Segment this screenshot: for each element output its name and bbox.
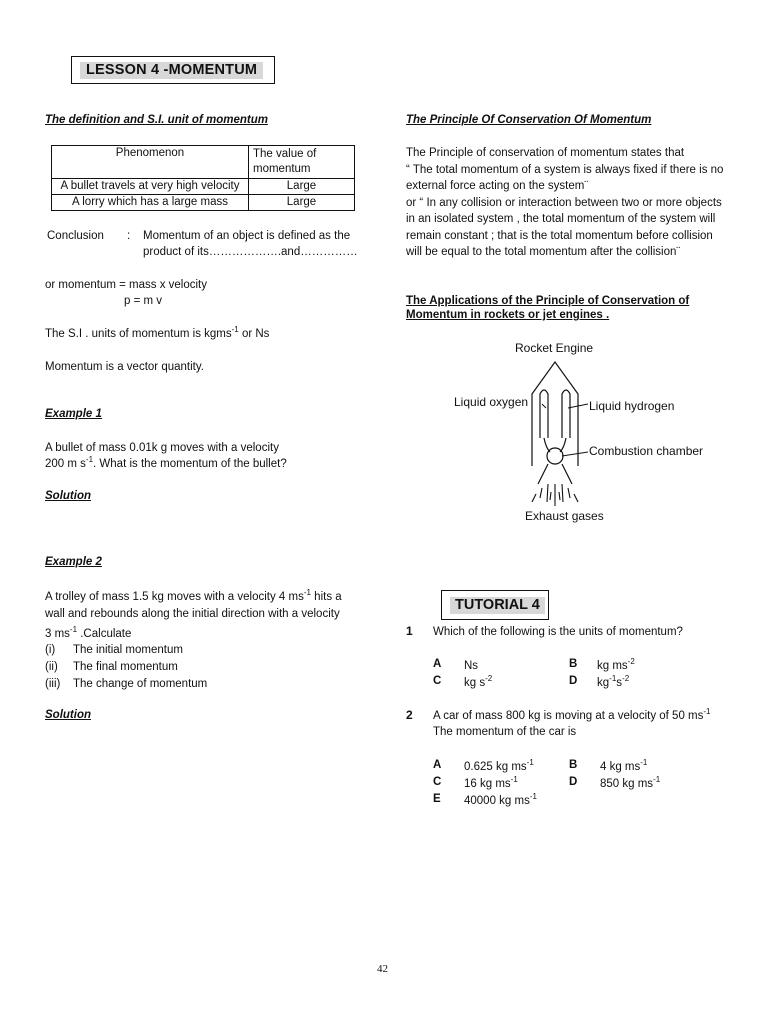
- option-letter: A: [433, 658, 442, 670]
- example2-line: wall and rebounds along the initial direction with a velocity: [45, 608, 340, 620]
- option-text: [464, 793, 537, 809]
- conclusion-label: Conclusion: [47, 230, 104, 242]
- option-letter: C: [433, 675, 442, 687]
- combustion-chamber-label: Combustion chamber: [589, 444, 704, 458]
- rocket-body-outline: [532, 362, 578, 466]
- example2-part-text: The initial momentum: [73, 644, 183, 656]
- example2-heading: Example 2: [45, 556, 102, 568]
- option-letter: B: [569, 658, 578, 670]
- vector-statement: Momentum is a vector quantity.: [45, 361, 204, 373]
- oxygen-pointer: [542, 404, 546, 408]
- question-text: Which of the following is the units of momentum?: [433, 626, 683, 638]
- option-sup: -2: [485, 674, 493, 684]
- example2-part-num: (iii): [45, 678, 61, 690]
- option-sup: -1: [510, 775, 518, 785]
- conservation-line: in an isolated system , the total momentum of the system will: [406, 213, 716, 225]
- oxygen-tank: [540, 390, 548, 438]
- option-sup: -1: [653, 775, 661, 785]
- table-cell: A bullet travels at very high velocity: [52, 179, 249, 195]
- option-text: [600, 776, 660, 792]
- table-cell: Large: [249, 195, 355, 211]
- example2-text: 3 ms: [45, 628, 70, 640]
- question-text: The momentum of the car is: [433, 726, 577, 738]
- question-text: [433, 708, 711, 724]
- option-sup: -1: [529, 792, 537, 802]
- option-value: kg ms: [597, 660, 628, 672]
- example2-text: .Calculate: [77, 628, 132, 640]
- page-number: 42: [377, 963, 388, 975]
- conservation-line: “ The total momentum of a system is always fixed if there is no: [406, 163, 724, 176]
- definition-heading: The definition and S.I. unit of momentum: [45, 114, 268, 126]
- tutorial-title: TUTORIAL 4: [450, 597, 545, 614]
- example1-sup: -1: [85, 455, 94, 465]
- liquid-hydrogen-label: Liquid hydrogen: [589, 399, 675, 413]
- conclusion-line: Momentum of an object is defined as the: [143, 230, 351, 242]
- exhaust-nozzle: [538, 464, 572, 484]
- formula-line: p = m v: [124, 295, 163, 307]
- chamber-pointer: [562, 452, 588, 456]
- option-text: [464, 759, 534, 775]
- example2-part-text: The change of momentum: [73, 678, 208, 690]
- table-row: [52, 179, 355, 195]
- option-value: 40000 kg ms: [464, 795, 530, 807]
- conservation-text: [406, 145, 746, 261]
- formula-line: or momentum = mass x velocity: [45, 279, 208, 291]
- applications-text: Momentum: [406, 309, 468, 321]
- option-letter: A: [433, 759, 442, 771]
- option-letter: D: [569, 776, 578, 788]
- option-sup: -2: [622, 674, 630, 684]
- conservation-line: The Principle of conservation of momentum states that: [406, 147, 685, 159]
- option-sup: -1: [526, 758, 534, 768]
- option-value: 16 kg ms: [464, 778, 511, 790]
- table-cell: Large: [249, 179, 355, 195]
- option-value: 0.625 kg ms: [464, 761, 527, 773]
- option-text: [464, 675, 492, 691]
- conclusion-colon: :: [127, 230, 131, 242]
- conclusion-line: product of its……………….and……………: [143, 246, 358, 258]
- example1-line: A bullet of mass 0.01k g moves with a velocity: [45, 442, 279, 454]
- si-units-tail: or Ns: [238, 328, 270, 340]
- example2-line: [45, 626, 131, 642]
- table-row: [52, 195, 355, 211]
- example2-part-text: The final momentum: [73, 661, 178, 673]
- conservation-line: remain constant ; that is the total momentum before collision: [406, 229, 713, 242]
- si-units-text: The S.I . units of momentum is kgms: [45, 328, 232, 340]
- option-text: [597, 675, 629, 691]
- option-letter: E: [433, 793, 441, 805]
- example2-sup: -1: [303, 588, 311, 598]
- question-sup: -1: [703, 707, 711, 717]
- option-value: s: [616, 677, 623, 689]
- table-header-cell: Phenomenon: [52, 146, 249, 179]
- example1-text: 200 m s: [45, 458, 86, 470]
- rocket-diagram-title: Rocket Engine: [515, 341, 594, 355]
- lesson-title-box: [71, 56, 275, 84]
- example2-text: hits a: [310, 591, 342, 603]
- question-text-part: A car of mass 800 kg is moving at a velocity of 50 ms: [433, 710, 704, 722]
- applications-heading-line: [406, 308, 609, 322]
- example2-part-num: (ii): [45, 661, 58, 673]
- lesson-title: LESSON 4 -MOMENTUM: [80, 62, 263, 79]
- example2-sup: -1: [69, 625, 78, 635]
- conservation-heading: The Principle Of Conservation Of Momentum: [406, 114, 652, 126]
- exhaust-gases-label: Exhaust gases: [525, 509, 604, 523]
- conservation-line: or “ In any collision or interaction between two or more objects: [406, 196, 722, 209]
- table-cell: A lorry which has a large mass: [52, 195, 249, 211]
- option-letter: B: [569, 759, 578, 771]
- table-header-cell: The value of momentum: [249, 146, 355, 179]
- si-units-line: [45, 326, 269, 342]
- solution1-heading: Solution: [45, 490, 91, 502]
- applications-text: in rockets or jet engines .: [467, 309, 610, 321]
- option-value: kg s: [464, 677, 486, 689]
- liquid-oxygen-label: Liquid oxygen: [454, 395, 529, 409]
- feed-lines: [544, 438, 566, 452]
- option-value: kg: [597, 677, 610, 689]
- option-text: [464, 776, 518, 792]
- applications-heading-line: The Applications of the Principle of Conservation of: [406, 295, 690, 307]
- example1-heading: Example 1: [45, 408, 102, 420]
- option-text: [600, 759, 647, 775]
- option-value: 850 kg ms: [600, 778, 654, 790]
- combustion-chamber: [547, 448, 563, 464]
- si-units-sup: -1: [231, 325, 239, 335]
- conservation-line: external force acting on the system¨: [406, 180, 589, 192]
- exhaust-gas-marks: [532, 484, 578, 506]
- example2-part-num: (i): [45, 644, 56, 656]
- example1-line: [45, 456, 287, 472]
- example2-text: A trolley of mass 1.5 kg moves with a velocity 4 ms: [45, 591, 304, 603]
- conservation-line: will be equal to the total momentum after the collision¨: [406, 246, 681, 258]
- example2-line: [45, 589, 342, 605]
- option-letter: C: [433, 776, 442, 788]
- example1-text: . What is the momentum of the bullet?: [93, 458, 287, 470]
- option-text: [597, 658, 635, 674]
- phenomenon-table: [51, 145, 355, 211]
- rocket-engine-diagram: [510, 356, 600, 516]
- option-sup: -2: [627, 657, 635, 667]
- table-header-row: [52, 146, 355, 179]
- option-text: Ns: [464, 660, 479, 672]
- option-value: 4 kg ms: [600, 761, 641, 773]
- question-number: 1: [406, 624, 413, 638]
- solution2-heading: Solution: [45, 709, 91, 721]
- option-sup: -1: [609, 674, 617, 684]
- hydrogen-tank: [562, 390, 570, 438]
- question-number: 2: [406, 708, 413, 722]
- option-sup: -1: [640, 758, 648, 768]
- tutorial-title-box: [441, 590, 549, 620]
- option-letter: D: [569, 675, 578, 687]
